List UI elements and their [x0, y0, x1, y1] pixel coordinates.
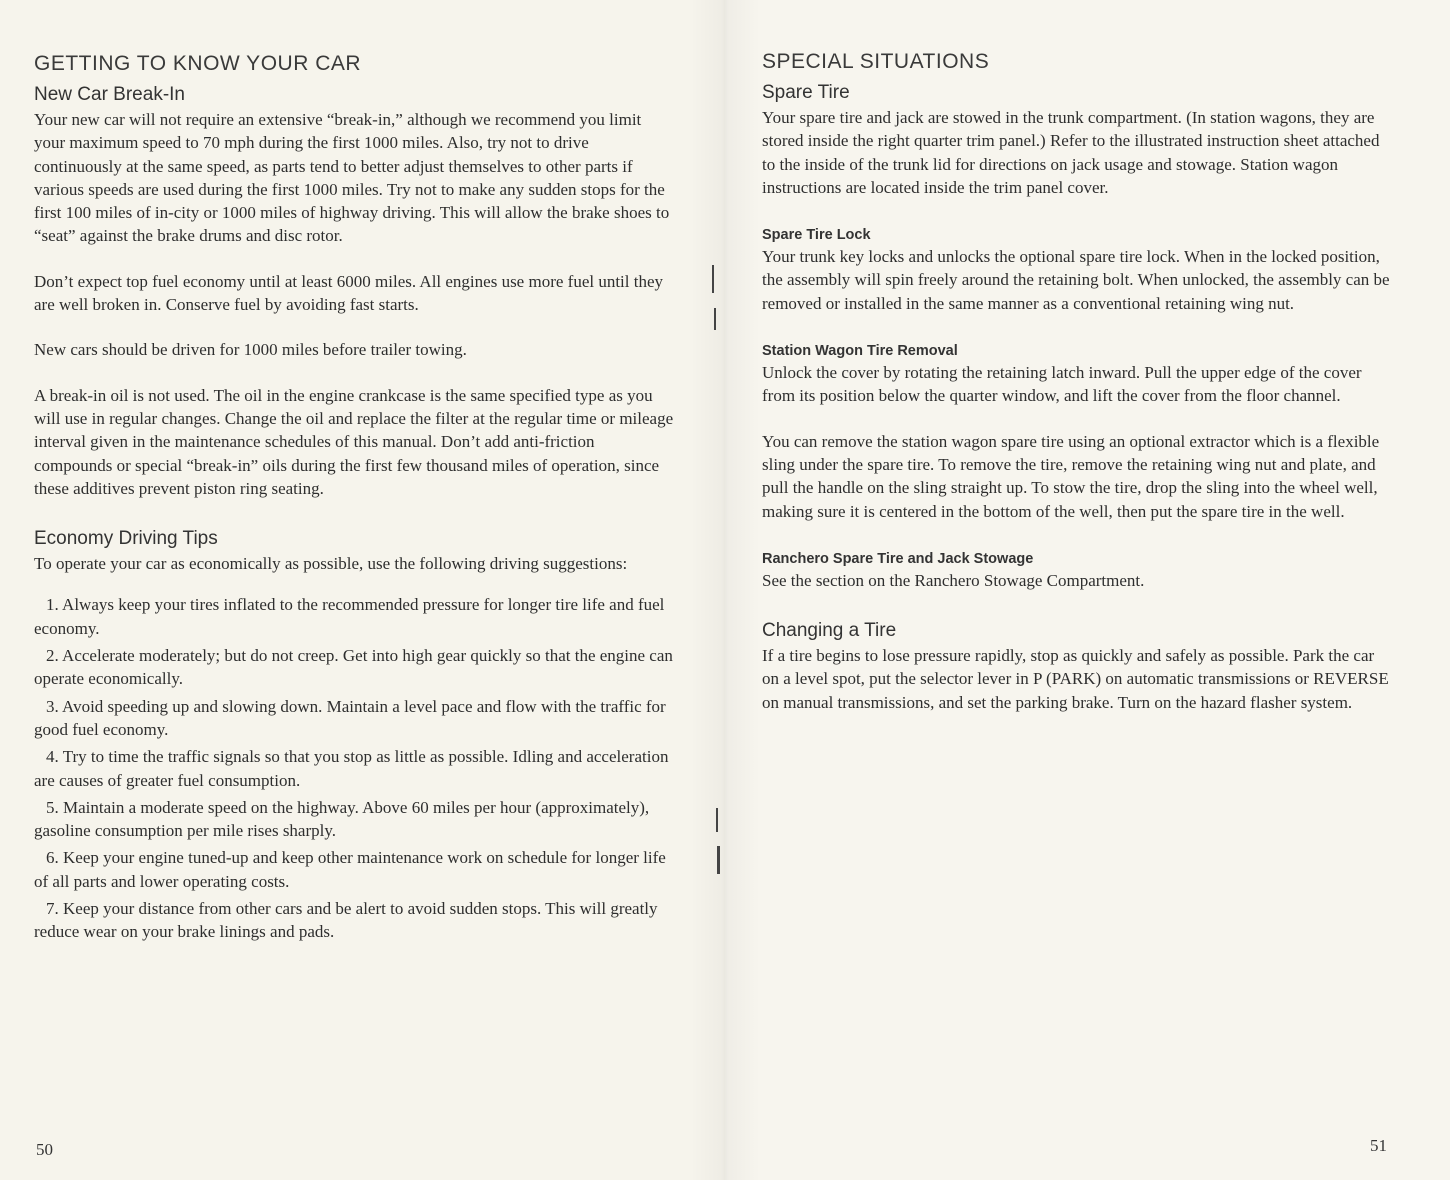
heading-changing-a-tire: Changing a Tire [762, 620, 897, 642]
heading-spare-tire: Spare Tire [762, 82, 850, 103]
break-in-paragraph-1: Your new car will not require an extensive “break-in,” although we recommend you limit your maximum speed to 70 mph during the first 1000 miles. Also, try not to drive continuously at the same speed, as parts tend to better adjust themselves to other parts if various speeds are used during the first 1000 miles. Try not to make any sudden stops for the first 100 miles of in-city or 1000 miles of highway driving. This will allow the brake shoes to “seat” against the brake drums and disc rotor. [34, 110, 670, 246]
binding-mark-lower [716, 808, 718, 832]
wagon-removal-paragraph-1: Unlock the cover by rotating the retaining latch inward. Pull the upper edge of the cover from its position below the quarter window, and lift the cover from the floor channel. [762, 363, 1362, 406]
economy-tips-list [34, 593, 674, 943]
break-in-paragraph-4: A break-in oil is not used. The oil in the engine crankcase is the same specified type as you will use in regular changes. Change the oil and replace the filter at the regular time or mileage interval given in the maintenance schedules of this manual. Don’t add anti-friction compounds or special “break-in” oils during the first few thousand miles of operation, since these additives prevent piston ring seating. [34, 385, 674, 498]
changing-tire-text: If a tire begins to lose pressure rapidly, stop as quickly and safely as possible. Park the car on a level spot, put the selector lever in P (PARK) on automatic transmissions or REVERSE on manual transmissions, and set the parking brake. Turn on the hazard flasher system. [762, 646, 1389, 712]
binding-mark-upper [714, 308, 716, 330]
page-number-right: 51 [1370, 1136, 1387, 1155]
spare-tire-lock-text: Your trunk key locks and unlocks the optional spare tire lock. When in the locked position, the assembly will spin freely around the retaining bolt. When unlocked, the assembly can be removed or installed in the same manner as a conventional retaining wing nut. [762, 247, 1390, 313]
section-title-special-situations: SPECIAL SITUATIONS [762, 50, 990, 73]
binding-mark-top [712, 265, 714, 293]
break-in-paragraph-3: New cars should be driven for 1000 miles before trailer towing. [34, 340, 467, 360]
economy-tip-7: 7. Keep your distance from other cars and be alert to avoid sudden stops. This will greatly reduce wear on your brake linings and pads. [34, 899, 658, 942]
ranchero-text: See the section on the Ranchero Stowage Compartment. [762, 570, 1145, 590]
section-title-getting-to-know: GETTING TO KNOW YOUR CAR [34, 52, 362, 75]
break-in-paragraph-2: Don’t expect top fuel economy until at least 6000 miles. All engines use more fuel until they are well broken in. Conserve fuel by avoiding fast starts. [34, 271, 664, 315]
book-gutter-shadow [690, 0, 760, 1180]
heading-new-car-break-in: New Car Break-In [34, 84, 185, 105]
economy-tip-4: 4. Try to time the traffic signals so that you stop as little as possible. Idling and acceleration are causes of greater fuel consumption. [34, 747, 669, 790]
economy-tip-2: 2. Accelerate moderately; but do not creep. Get into high gear quickly so that the engine can operate economically. [34, 646, 673, 689]
binding-mark-bottom [717, 846, 720, 874]
page-number-left: 50 [36, 1140, 53, 1159]
heading-spare-tire-lock: Spare Tire Lock [762, 227, 871, 244]
heading-economy-driving-tips: Economy Driving Tips [34, 528, 218, 550]
economy-tip-6: 6. Keep your engine tuned-up and keep other maintenance work on schedule for longer life of all parts and lower operating costs. [34, 848, 666, 891]
economy-tip-5: 5. Maintain a moderate speed on the highway. Above 60 miles per hour (approximately), gasoline consumption per mile rises sharply. [34, 797, 650, 841]
economy-tip-3: 3. Avoid speeding up and slowing down. Maintain a level pace and flow with the traffic for good fuel economy. [34, 696, 666, 739]
spare-tire-text: Your spare tire and jack are stowed in the trunk compartment. (In station wagons, they are stored inside the right quarter trim panel.) Refer to the illustrated instruction sheet attached to the inside of the trunk lid for directions on jack usage and stowage. Station wagon instructions are located inside the trim panel cover. [762, 108, 1380, 197]
heading-ranchero-stowage: Ranchero Spare Tire and Jack Stowage [762, 550, 1034, 567]
wagon-removal-paragraph-2: You can remove the station wagon spare tire using an optional extractor which is a flexible sling under the spare tire. To remove the tire, remove the retaining wing nut and plate, and pull the handle on the sling straight up. To stow the tire, drop the sling into the wheel well, making sure it is centered in the bottom of the well, then put the spare tire in the well. [762, 431, 1380, 521]
right-column [762, 50, 1392, 714]
left-column [34, 52, 674, 948]
heading-station-wagon-tire-removal: Station Wagon Tire Removal [762, 343, 958, 360]
economy-tip-1: 1. Always keep your tires inflated to the recommended pressure for longer tire life and fuel economy. [34, 595, 665, 638]
economy-intro: To operate your car as economically as possible, use the following driving suggestions: [34, 554, 628, 574]
right-page [725, 0, 1450, 1180]
